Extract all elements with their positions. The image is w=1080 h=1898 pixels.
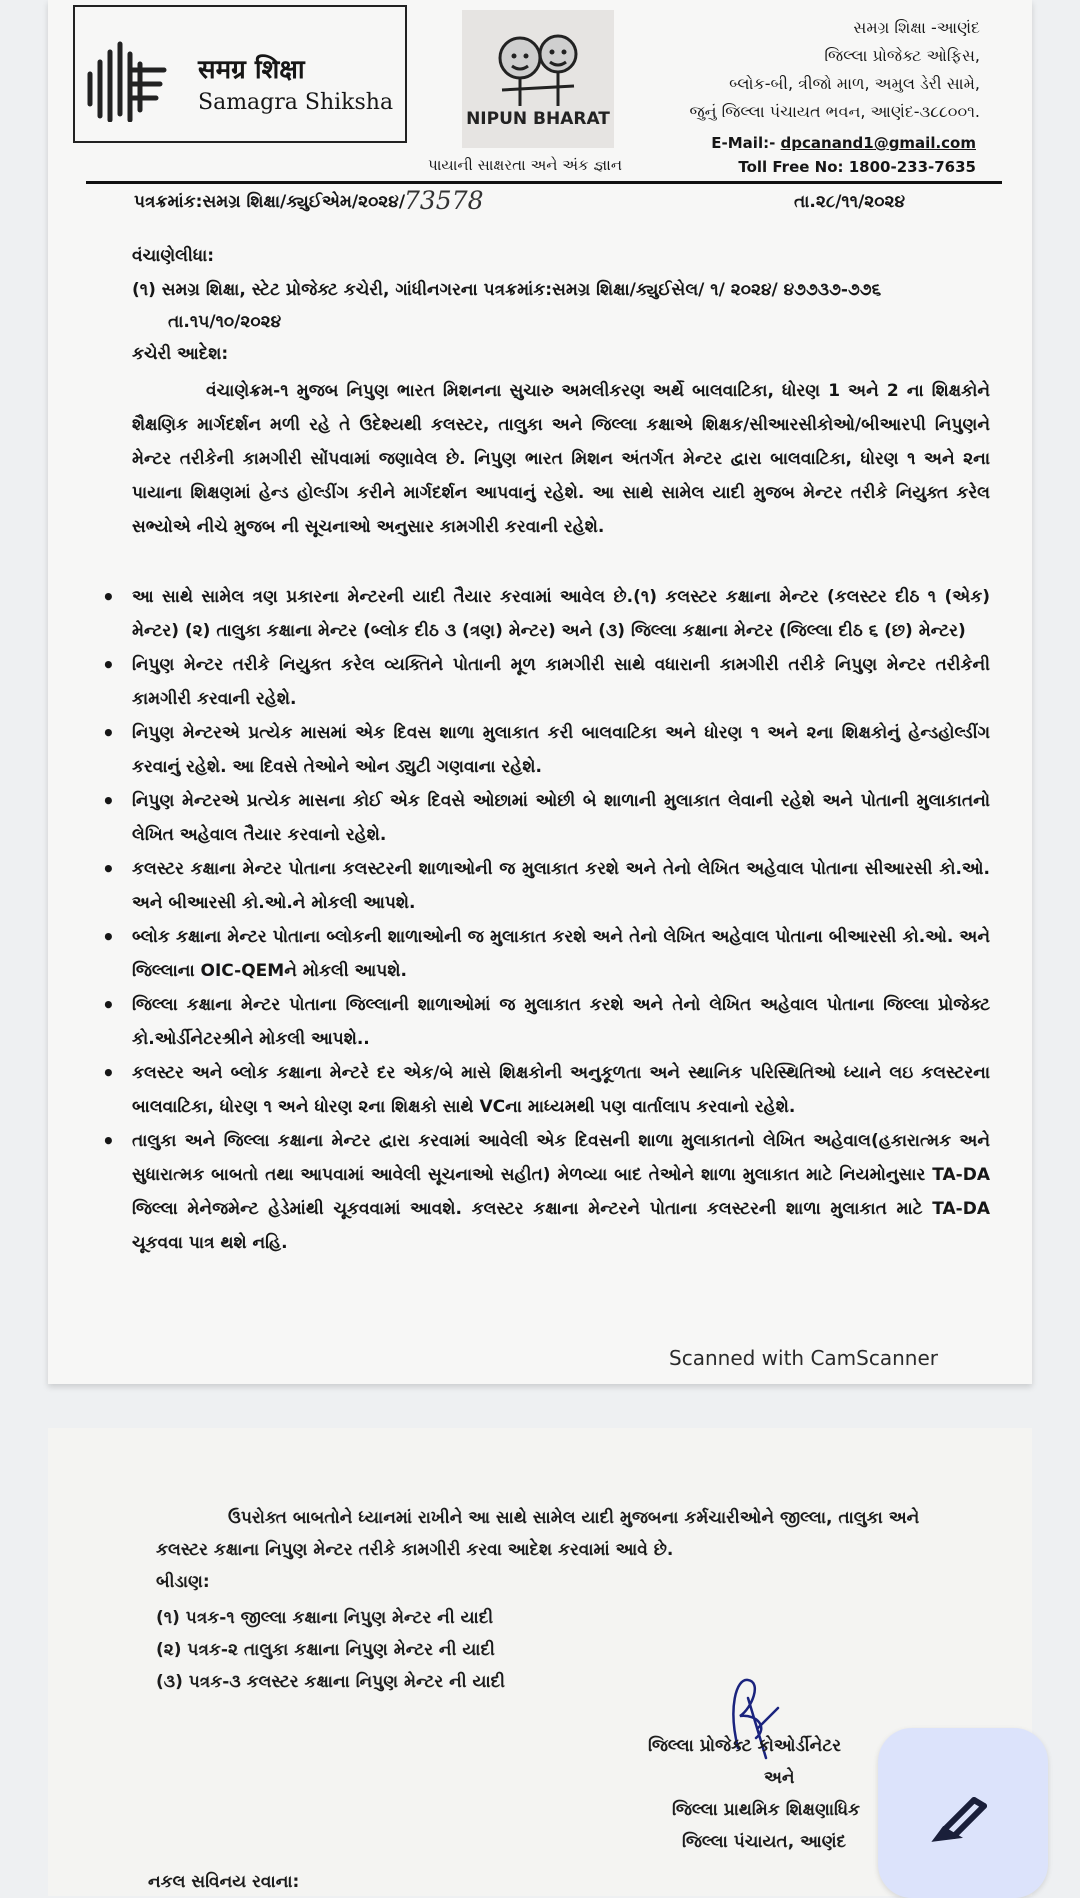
list-item: • નિપુણ મેન્ટરએ પ્રત્યેક માસના કોઈ એક દિવસે ઓછામાં ઓછી બે શાળાની મુલાકાત લેવાની રહેશે અને પોતાની મુલાકાતનો લેખિત અહેવાલ તૈયાર કરવાનો રહેશે. [102,789,990,845]
page2-line1: ઉપરોક્ત બાબતોને ધ્યાનમાં રાખીને આ સાથે સામેલ યાદી મુજબના કર્મચારીઓને જીલ્લા, તાલુકા અને [228,1508,920,1528]
read-label: વંચાણેલીધા: [132,246,215,266]
signatory-line: જિલ્લા પંચાયત, આણંદ [682,1832,847,1852]
page2-line2: કલસ્ટર કક્ષાના નિપુણ મેન્ટર તરીકે કામગીરી કરવા આદેશ કરવામાં આવે છે. [156,1540,674,1560]
email-address: dpcanand1@gmail.com [780,134,976,152]
list-item: • તાલુકા અને જિલ્લા કક્ષાના મેન્ટર દ્વારા કરવામાં આવેલી એક દિવસની શાળા મુલાકાતનો લેખિત અહેવાલ(હકારાત્મક અને સુધારાત્મક બાબતો તથા આપવામાં આવેલી સૂચનાઓ સહીત) મેળવ્યા બાદ તેઓને શાળા મુલાકાત માટે નિયમોનુસાર TA-DA જિલ્લા મેનેજમેન્ટ હેડેમાંથી ચૂકવવામાં આવશે. કલસ્ટર કક્ષાના મેન્ટરને પોતાના કલસ્ટરની શાળા મુલાકાત માટે TA-DA ચૂકવવા પાત્ર થશે નહિ. [102,1129,990,1253]
pen-edit-icon [928,1778,998,1848]
attachment-item: (૩) પત્રક-૩ કલસ્ટર કક્ષાના નિપુણ મેન્ટર ની યાદી [156,1672,505,1692]
body-paragraph-text: વંચાણેક્રમ-૧ મુજબ નિપુણ ભારત મિશનના સુચારુ અમલીકરણ અર્થે બાલવાટિકા, ધોરણ 1 અને 2 ના શિક્ષકોને શૈક્ષણિક માર્ગદર્શન મળી રહે તે ઉદેશ્યથી કલસ્ટર, તાલુકા અને જિલ્લા કક્ષાએ શિક્ષક/સીઆરસીકોઓ/બીઆરપી નિપુણને મેન્ટર તરીકેની કામગીરી સોંપવામાં જણાવેલ છે. નિપુણ ભારત મિશન અંતર્ગત મેન્ટર દ્વારા બાલવાટિકા, ધોરણ ૧ અને ૨ના પાયાના શિક્ષણમાં હેન્ડ હોલ્ડીંગ કરીને માર્ગદર્શન આપવાનું રહેશે. આ સાથે સામેલ યાદી મુજબ મેન્ટર તરીકે નિયુક્ત કરેલ સભ્યોએ નીચે મુજબ ની સૂચનાઓ અનુસાર કામગીરી કરવાની રહેશે. [132,381,990,537]
tagline: પાયાની સાક્ષરતા અને અંક જ્ઞાન [428,156,622,174]
list-item: • આ સાથે સામેલ ત્રણ પ્રકારના મેન્ટરની યાદી તૈયાર કરવામાં આવેલ છે.(૧) કલસ્ટર કક્ષાના મેન્ટર (કલસ્ટર દીઠ ૧ (એક) મેન્ટર) (૨) તાલુકા કક્ષાના મેન્ટર (બ્લોક દીઠ ૩ (ત્રણ) મેન્ટર) અને (૩) જિલ્લા કક્ષાના મેન્ટર (જિલ્લા દીઠ ૬ (છ) મેન્ટર) [102,585,990,641]
email-line [711,134,976,152]
list-item: • કલસ્ટર કક્ષાના મેન્ટર પોતાના કલસ્ટરની શાળાઓની જ મુલાકાત કરશે અને તેનો લેખિત અહેવાલ પોતાના સીઆરસી કો.ઓ. અને બીઆરસી કો.ઓ.ને મોકલી આપશે. [102,857,990,913]
copy-to-label: નકલ સવિનય રવાના: [148,1872,300,1892]
office-order-label: કચેરી આદેશ: [132,344,229,364]
edit-fab-button[interactable] [878,1728,1048,1898]
camscanner-watermark: Scanned with CamScanner [669,1346,938,1370]
email-label: E-Mail:- [711,134,776,152]
reference-number: પત્રક્રમાંક:સમગ્ર શિક્ષા/ક્યુઈએમ/૨૦૨૪/ [134,192,406,212]
handwritten-number: 73578 [404,186,484,215]
signatory-line: અને [764,1768,795,1788]
logo-hindi-text: समग्र शिक्षा [198,55,305,85]
logo-english-text: Samagra Shiksha [198,90,394,115]
list-item: • નિપુણ મેન્ટર તરીકે નિયુક્ત કરેલ વ્યક્તિને પોતાની મૂળ કામગીરી સાથે વધારાની કામગીરી તરીકે નિપુણ મેન્ટર તરીકેની કામગીરી કરવાની રહેશે. [102,653,990,709]
attachment-item: (૨) પત્રક-૨ તાલુકા કક્ષાના નિપુણ મેન્ટર ની યાદી [156,1640,495,1660]
address-line: સમગ્ર શિક્ષા -આણંદ [853,18,980,37]
attachments-label: બીડાણ: [156,1572,210,1592]
attachment-item: (૧) પત્રક-૧ જીલ્લા કક્ષાના નિપુણ મેન્ટર ની યાદી [156,1608,494,1628]
header-divider [86,181,1002,184]
signatory-line: જિલ્લા પ્રાથમિક શિક્ષણાધિક [672,1800,861,1820]
office-address [689,14,980,126]
body-paragraph [132,374,990,544]
list-item: • જિલ્લા કક્ષાના મેન્ટર પોતાના જિલ્લાની શાળાઓમાં જ મુલાકાત કરશે અને તેનો લેખિત અહેવાલ પોતાના જિલ્લા પ્રોજેક્ટ કો.ઓર્ડીનેટરશ્રીને મોકલી આપશે.. [102,993,990,1049]
instructions-list [102,580,990,1260]
signatory-line: જિલ્લા પ્રોજેક્ટ કોઓર્ડીનેટર [648,1736,842,1756]
nipun-bharat-logo [462,10,614,148]
nipun-logo-text: NIPUN BHARAT [466,109,610,129]
read-item-line1: (૧) સમગ્ર શિક્ષા, સ્ટેટ પ્રોજેક્ટ કચેરી, ગાંધીનગરના પત્રક્રમાંક:સમગ્ર શિક્ષા/ક્યુઈસેલ/ ૧/ ૨૦૨૪/ ૪૭૭૩૭-૭૭૬ [132,280,882,300]
letter-date: તા.૨૮/૧૧/૨૦૨૪ [794,192,906,212]
list-item: • નિપુણ મેન્ટરએ પ્રત્યેક માસમાં એક દિવસ શાળા મુલાકાત કરી બાલવાટિકા અને ધોરણ ૧ અને ૨ના શિક્ષકોનું હેન્ડહોલ્ડીંગ કરવાનું રહેશે. આ દિવસે તેઓને ઓન ડ્યુટી ગણવાના રહેશે. [102,721,990,777]
address-line: જુનું જિલ્લા પંચાયત ભવન, આણંદ-૩૮૮૦૦૧. [689,102,980,121]
address-line: બ્લોક-બી, ત્રીજો માળ, અમુલ ડેરી સામે, [729,74,980,93]
samagra-shiksha-logo-icon [80,34,168,122]
toll-free-number: Toll Free No: 1800-233-7635 [738,158,976,176]
read-item-line2: તા.૧૫/૧૦/૨૦૨૪ [168,312,282,332]
address-line: જિલ્લા પ્રોજેક્ટ ઓફિસ, [824,46,980,65]
list-item: • બ્લોક કક્ષાના મેન્ટર પોતાના બ્લોકની શાળાઓની જ મુલાકાત કરશે અને તેનો લેખિત અહેવાલ પોતાના બીઆરસી કો.ઓ. અને જિલ્લાના OIC-QEMને મોકલી આપશે. [102,925,990,981]
scanned-page-1 [48,0,1032,1384]
list-item: • કલસ્ટર અને બ્લોક કક્ષાના મેન્ટરે દર એક/બે માસે શિક્ષકોની અનુકૂળતા અને સ્થાનિક પરિસ્થિતિઓ ધ્યાને લઇ કલસ્ટરના બાલવાટિકા, ધોરણ ૧ અને ધોરણ ૨ના શિક્ષકો સાથે VCના માધ્યમથી પણ વાર્તાલાપ કરવાનો રહેશે. [102,1061,990,1117]
